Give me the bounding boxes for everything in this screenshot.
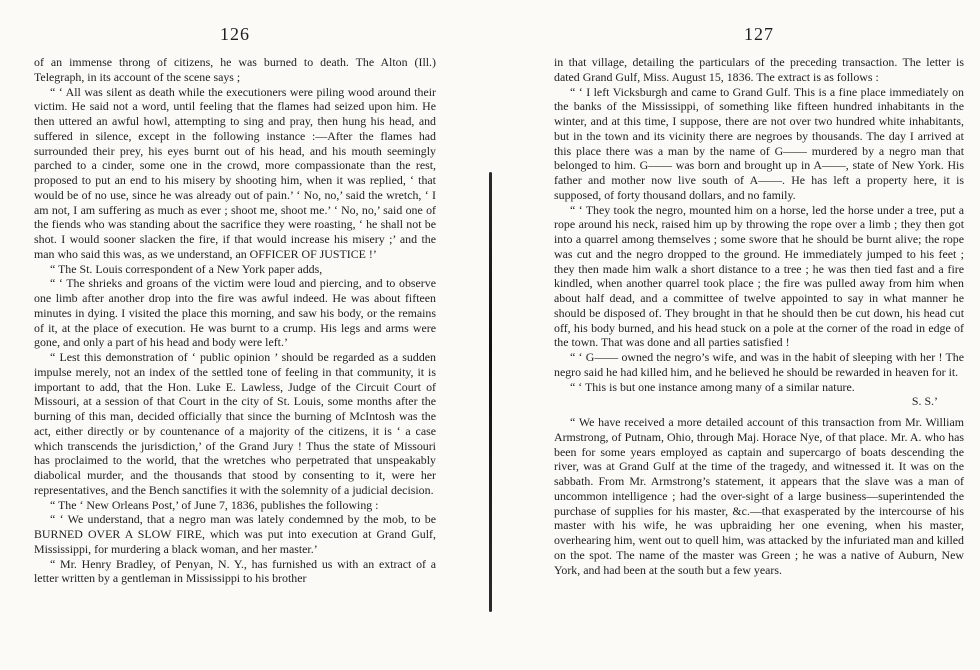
paragraph: “ The ‘ New Orleans Post,’ of June 7, 1836, publishes the following : <box>50 497 379 512</box>
paragraph: “ ‘ This is but one instance among many of a similar nature. <box>570 379 855 394</box>
paragraph: in that village, detailing the particulars of the preceding transaction. The letter is dated Grand Gulf, Miss. August 15, 1836. The extract is as follows : <box>554 55 964 84</box>
page-text <box>554 55 964 577</box>
paragraph: “ The St. Louis correspondent of a New York paper adds, <box>50 261 323 276</box>
paragraph: of an immense throng of citizens, he was burned to death. The Alton (Ill.) Telegraph, in its account of the scene says ; <box>34 55 436 84</box>
right-page <box>508 0 980 670</box>
paragraph: “ Lest this demonstration of ‘ public opinion ’ should be regarded as a sudden impulse merely, not an index of the settled tone of feeling in that community, it is important to add, that the Hon. Luke E. Lawless, Judge of the Circuit Court of Missouri, at a session of that Court in the city of St. Louis, some months after the burning of this man, decided officially that since the burning of McIntosh was the act, either directly or by countenance of a majority of the citizens, it is ‘ a case which transcends the jurisdiction,’ of the Grand Jury ! Thus the state of Missouri has proclaimed to the world, that the wretches who perpetrated that unspeakably diabolical murder, and the thousands that stood by consenting to it, were her representatives, and the Bench sanctifies it with the solemnity of a judicial decision. <box>34 350 436 497</box>
page-number: 127 <box>744 24 774 44</box>
paragraph: “ Mr. Henry Bradley, of Penyan, N. Y., has furnished us with an extract of a letter written by a gentleman in Mississippi to his brother <box>34 556 436 586</box>
left-page <box>0 0 472 670</box>
signature-line: S. S.’ <box>911 394 938 409</box>
paragraph: “ ‘ G—— owned the negro’s wife, and was in the habit of sleeping with her ! The negro said he had killed him, and he believed he should be rewarded in heaven for it. <box>554 350 964 379</box>
paragraph: “ ‘ I left Vicksburgh and came to Grand Gulf. This is a fine place immediately on the banks of the Mississippi, of something like fifteen hundred inhabitants in the winter, and at this time, I suppose, there are not over two hundred white inhabitants, but in the town and its vicinity there are negroes by thousands. The day I arrived at this place there was a man by the name of G—— murdered by a negro man that belonged to him. G—— was born and brought up in A——, state of New York. His father and mother now live south of A——. He has left a property here, it is supposed, of forty thousand dollars, and no family. <box>554 84 964 202</box>
paragraph: “ ‘ The shrieks and groans of the victim were loud and piercing, and to observe one limb after another drop into the fire was awful indeed. He was about fifteen minutes in dying. I visited the place this morning, and saw his body, or the remains of it, at the place of execution. He was burnt to a crump. His legs and arms were gone, and only a part of his head and body were left.’ <box>34 276 436 350</box>
paragraph: “ ‘ They took the negro, mounted him on a horse, led the horse under a tree, put a rope around his neck, raised him up by throwing the rope over a limb ; they then got into a quarrel among themselves ; some swore that he should be burnt alive; the rope was cut and the negro dropped to the ground. He immediately jumped to his feet ; they then made him walk a short distance to a tree ; he was then tied fast and a fire kindled, when another quarrel took place ; the fire was pulled away from him when about half dead, and a committee of twelve appointed to say in what manner he should be disposed of. They brought in that he should then be cut down, his head cut off, his body burned, and his head stuck on a pole at the corner of the road in edge of the town. That was done and all parties satisfied ! <box>554 202 964 350</box>
paragraph: “ ‘ We understand, that a negro man was lately condemned by the mob, to be BURNED OVER A SLOW FIRE, which was put into execution at Grand Gulf, Mississippi, for murdering a black woman, and her master.’ <box>34 512 436 556</box>
page-number: 126 <box>220 24 250 44</box>
page-text <box>34 55 436 586</box>
book-gutter <box>489 172 492 612</box>
paragraph: “ ‘ All was silent as death while the executioners were piling wood around their victim. He said not a word, until feeling that the flames had seized upon him. He then uttered an awful howl, attempting to sing and pray, then hung his head, and suffered in silence, except in the following instance :—After the flames had surrounded their prey, his eyes burnt out of his head, and his mouth seemingly parched to a cinder, some one in the crowd, more compassionate than the rest, proposed to put an end to his misery by shooting him, when it was replied, ‘ that would be of no use, since he was already out of pain.’ ‘ No, no,’ said the wretch, ‘ I am not, I am suffering as much as ever ; shoot me, shoot me.’ ‘ No, no,’ said one of the fiends who was standing about the sacrifice they were roasting, ‘ he shall not be shot. I would sooner slacken the fire, if that would increase his misery ;’ and the man who said this was, as we understand, an OFFICER OF JUSTICE !’ <box>34 84 436 261</box>
paragraph: “ We have received a more detailed account of this transaction from Mr. William Armstrong, of Putnam, Ohio, through Maj. Horace Nye, of that place. Mr. A. who has been for some years employed as captain and supercargo of boats descending the river, was at Grand Gulf at the time of the tragedy, and witnessed it. It was on the sabbath. From Mr. Armstrong’s statement, it appears that the slave was a man of uncommon intelligence ; had the over-sight of a large business—superintended the purchase of supplies for his master, &c.—that exasperated by the intercourse of his master with his wife, he was upbraiding her one evening, when his master, overhearing him, went out to quell him, was attacked by the infuriated man and killed on the spot. The name of the master was Green ; he was a native of Auburn, New York, and had been at the south but a few years. <box>554 415 964 577</box>
